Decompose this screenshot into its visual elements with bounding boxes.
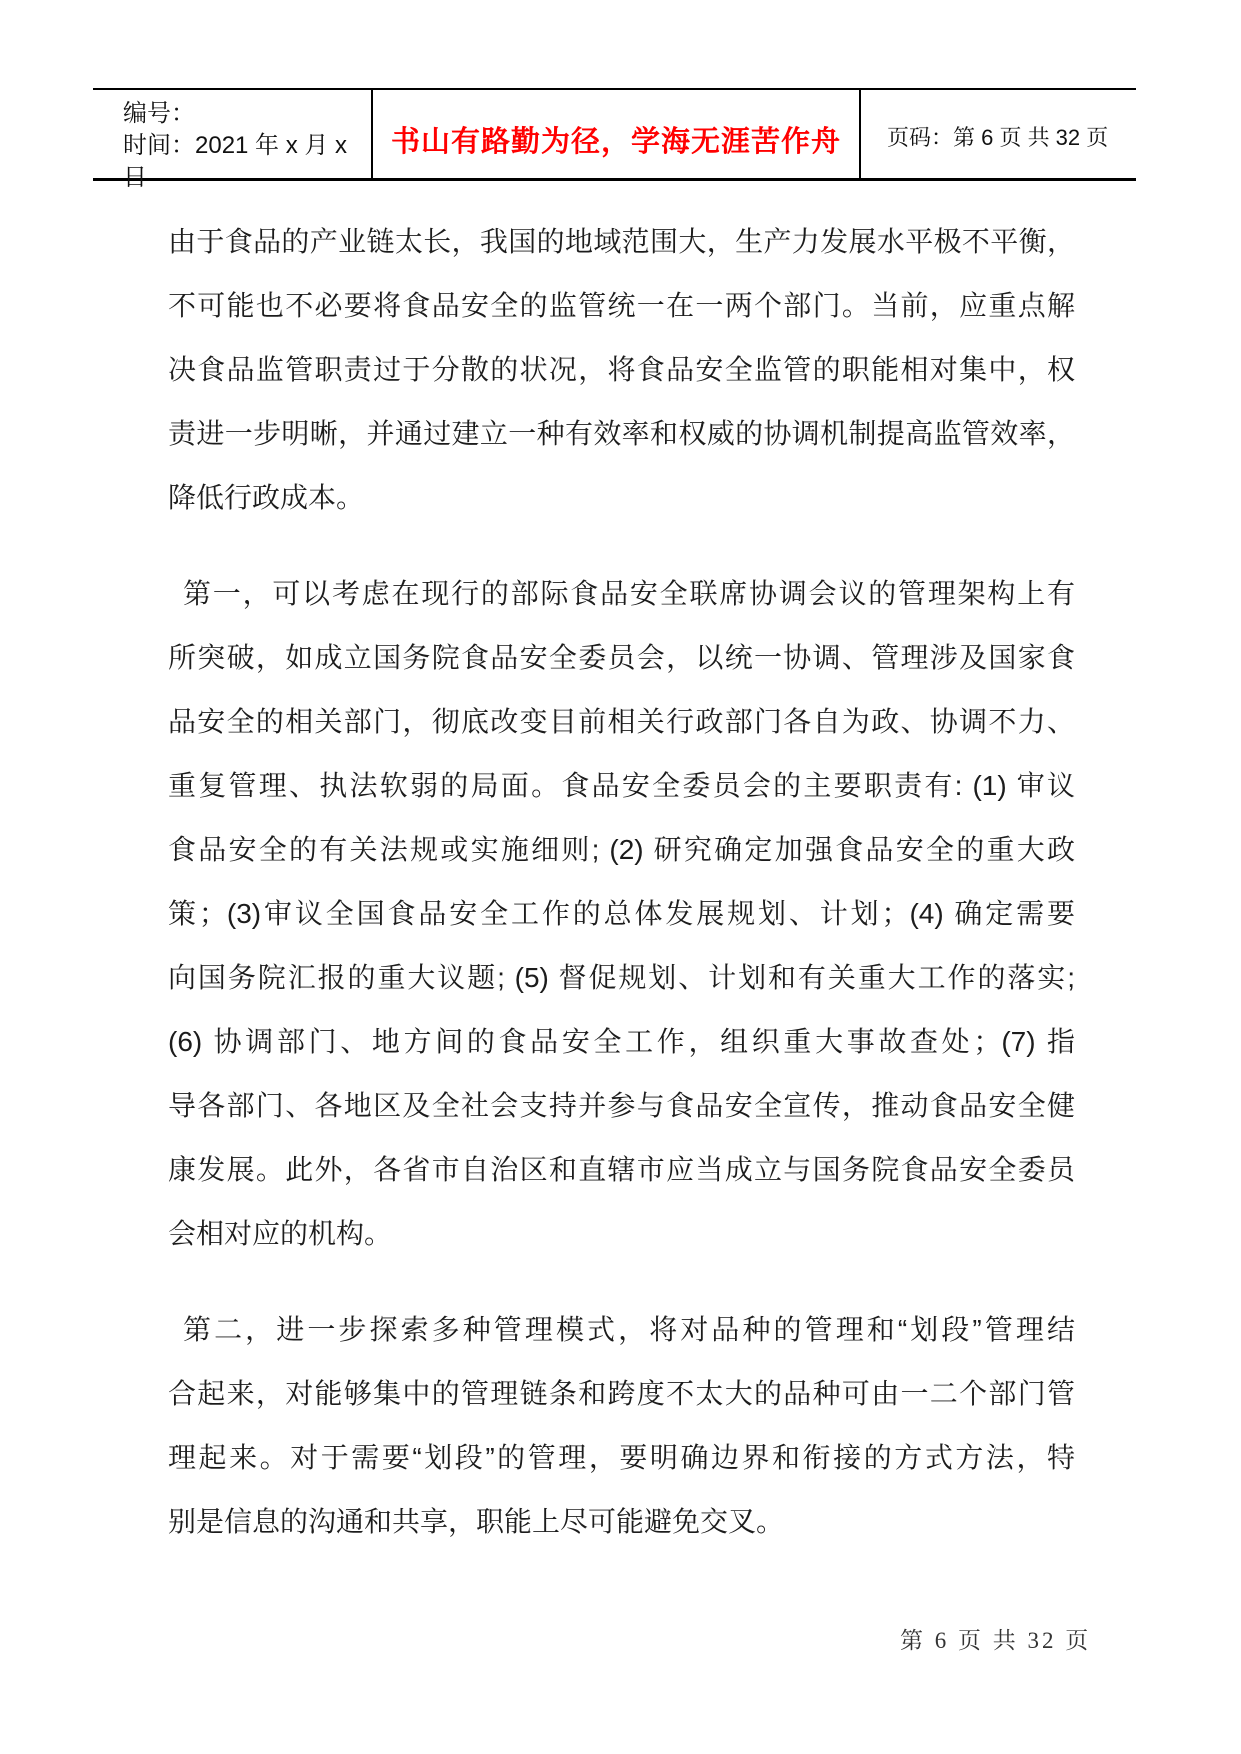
body-line: 策；(3)审议全国食品安全工作的总体发展规划、计划；(4) 确定需要	[168, 898, 1075, 929]
body-line: 第二，进一步探索多种管理模式，将对品种的管理和“划段”管理结	[183, 1314, 1075, 1345]
body-line: 导各部门、各地区及全社会支持并参与食品安全宣传，推动食品安全健	[168, 1090, 1075, 1121]
body-line: 食品安全的有关法规或实施细则; (2) 研究确定加强食品安全的重大政	[168, 834, 1075, 865]
paragraph	[168, 210, 1075, 530]
body-line: 重复管理、执法软弱的局面。食品安全委员会的主要职责有: (1) 审议	[168, 770, 1075, 801]
body-line: 降低行政成本。	[168, 482, 365, 513]
header-meta-cell	[93, 90, 373, 191]
page-footer: 第 6 页 共 32 页	[900, 1628, 1092, 1653]
body-line: 会相对应的机构。	[168, 1218, 393, 1249]
body-line: 品安全的相关部门，彻底改变目前相关行政部门各自为政、协调不力、	[168, 706, 1075, 737]
body-line: 由于食品的产业链太长，我国的地域范围大，生产力发展水平极不平衡，	[168, 226, 1075, 257]
header-slogan-cell	[373, 90, 861, 178]
header-table	[93, 88, 1136, 191]
body-line: 康发展。此外，各省市自治区和直辖市应当成立与国务院食品安全委员	[168, 1154, 1075, 1185]
header-page-info: 页码：第 6 页 共 32 页	[887, 124, 1109, 150]
doc-time-label: 时间：2021 年 x 月 x 日	[123, 132, 348, 191]
body-line: 向国务院汇报的重大议题; (5) 督促规划、计划和有关重大工作的落实;	[168, 962, 1075, 993]
body-line: (6) 协调部门、地方间的食品安全工作，组织重大事故查处；(7) 指	[168, 1026, 1075, 1057]
body-line: 合起来，对能够集中的管理链条和跨度不太大的品种可由一二个部门管	[168, 1378, 1075, 1409]
header-page-cell	[861, 90, 1136, 178]
body-line: 第一，可以考虑在现行的部际食品安全联席协调会议的管理架构上有	[183, 578, 1075, 609]
body-line: 理起来。对于需要“划段”的管理，要明确边界和衔接的方式方法，特	[168, 1442, 1075, 1473]
document-body	[168, 210, 1075, 1586]
body-line: 责进一步明晰，并通过建立一种有效率和权威的协调机制提高监管效率，	[168, 418, 1075, 449]
body-line: 不可能也不必要将食品安全的监管统一在一两个部门。当前，应重点解	[168, 290, 1075, 321]
doc-number-label: 编号：	[123, 100, 195, 127]
header-slogan: 书山有路勤为径，学海无涯苦作舟	[390, 125, 841, 158]
body-line: 别是信息的沟通和共享，职能上尽可能避免交叉。	[168, 1506, 785, 1537]
paragraph	[168, 562, 1075, 1266]
body-line: 所突破，如成立国务院食品安全委员会，以统一协调、管理涉及国家食	[168, 642, 1075, 673]
paragraph	[168, 1298, 1075, 1554]
body-line: 决食品监管职责过于分散的状况，将食品安全监管的职能相对集中，权	[168, 354, 1075, 385]
